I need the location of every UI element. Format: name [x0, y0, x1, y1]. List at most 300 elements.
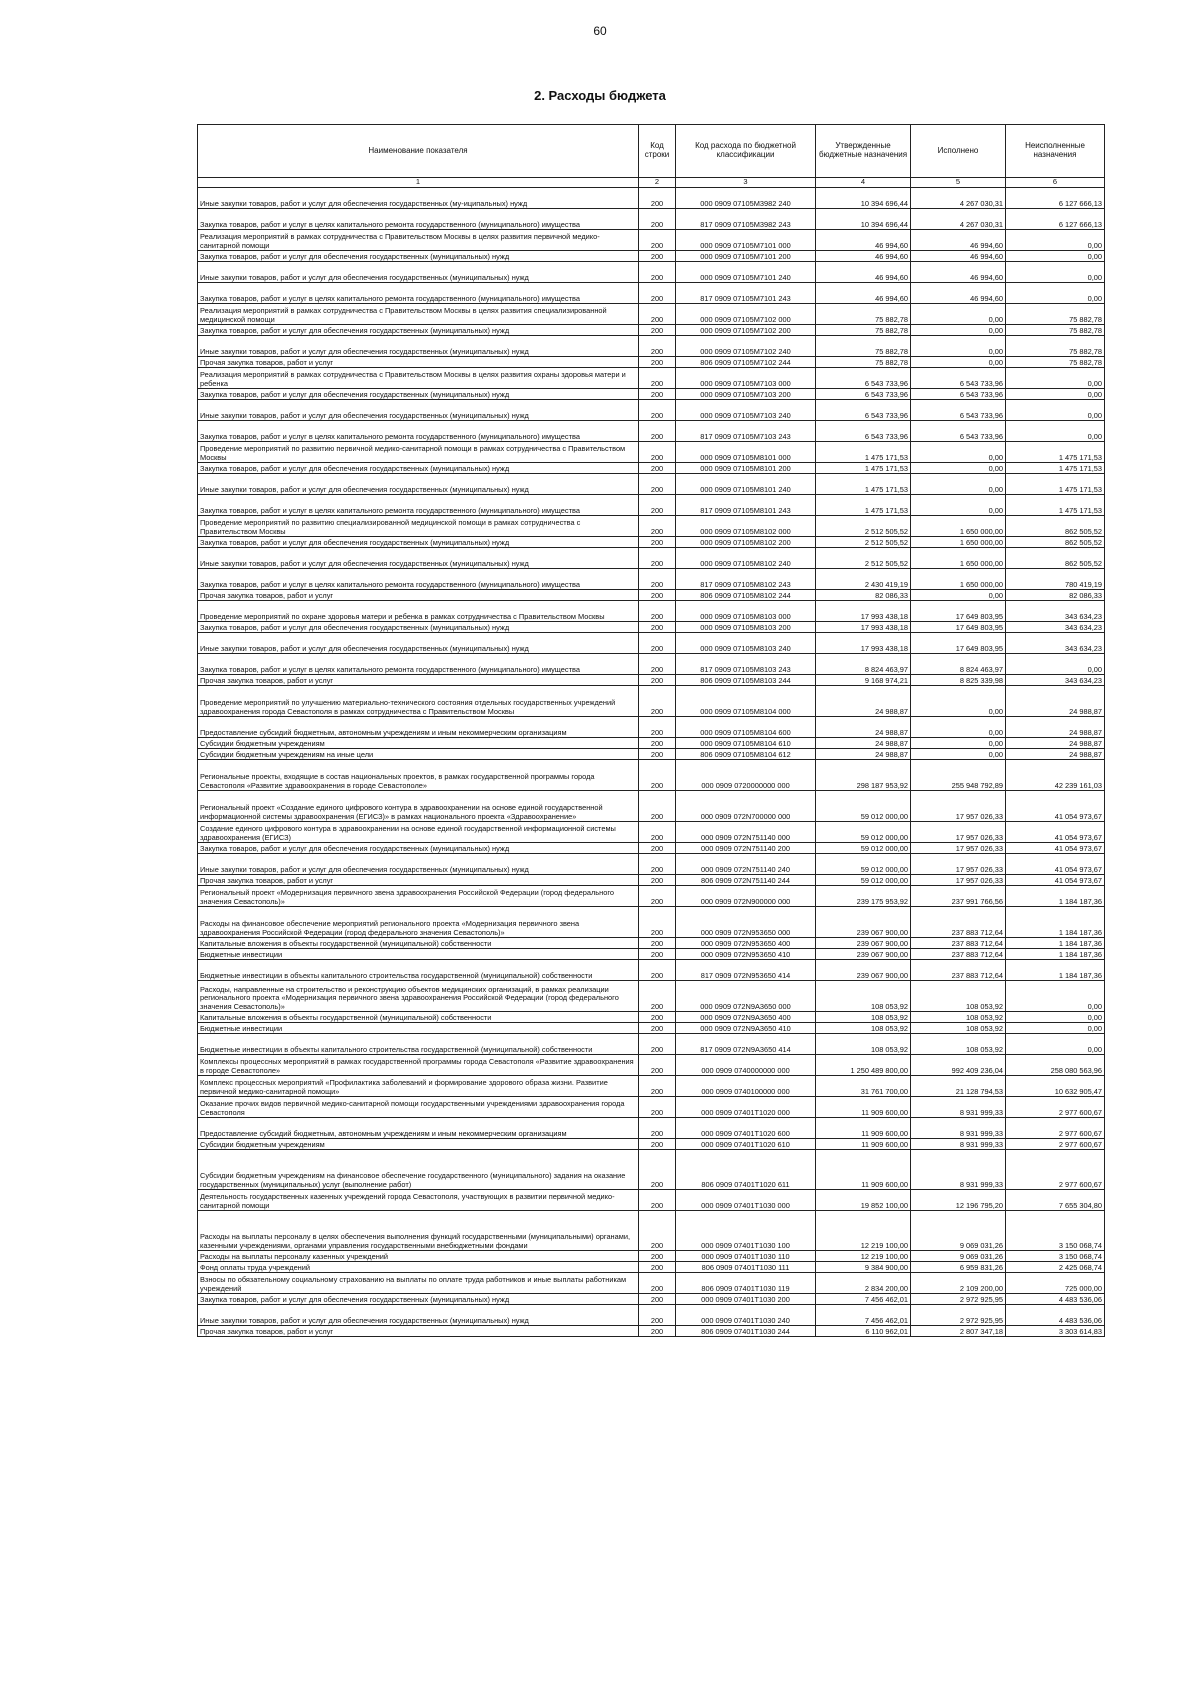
- classification-code-cell: 000 0909 072N700000 000: [676, 791, 816, 822]
- classification-code-cell: 000 0909 07105M8104 610: [676, 738, 816, 749]
- approved-amount-cell: 10 394 696,44: [816, 188, 911, 209]
- unexecuted-amount-cell: 41 054 973,67: [1006, 791, 1105, 822]
- table-row: [198, 1190, 1105, 1211]
- executed-amount-cell: 8 931 999,33: [911, 1097, 1006, 1118]
- classification-code-cell: 806 0909 07105M8103 244: [676, 675, 816, 686]
- executed-amount-cell: 0,00: [911, 336, 1006, 357]
- table-row: [198, 495, 1105, 516]
- unexecuted-amount-cell: 2 977 600,67: [1006, 1097, 1105, 1118]
- indicator-name-cell: Иные закупки товаров, работ и услуг для обеспечения государственных (муниципальных) нужд: [198, 854, 639, 875]
- classification-code-cell: 000 0909 07401T1030 000: [676, 1190, 816, 1211]
- indicator-name-cell: Взносы по обязательному социальному страхованию на выплаты по оплате труда работников и иные выплаты работникам учреждений: [198, 1273, 639, 1294]
- executed-amount-cell: 0,00: [911, 463, 1006, 474]
- line-code-cell: 200: [639, 1190, 676, 1211]
- approved-amount-cell: 239 067 900,00: [816, 949, 911, 960]
- line-code-cell: 200: [639, 1150, 676, 1190]
- classification-code-cell: 000 0909 072N953650 400: [676, 938, 816, 949]
- approved-amount-cell: 1 250 489 800,00: [816, 1055, 911, 1076]
- table-row: [198, 791, 1105, 822]
- indicator-name-cell: Бюджетные инвестиции в объекты капитального строительства государственной (муниципальной) собственности: [198, 1034, 639, 1055]
- line-code-cell: 200: [639, 251, 676, 262]
- table-row: [198, 938, 1105, 949]
- column-number: 5: [911, 178, 1006, 188]
- indicator-name-cell: Реализация мероприятий в рамках сотрудничества с Правительством Москвы в целях развития охраны здоровья матери и ребенка: [198, 368, 639, 389]
- classification-code-cell: 000 0909 07401T1030 110: [676, 1251, 816, 1262]
- line-code-cell: 200: [639, 1012, 676, 1023]
- unexecuted-amount-cell: 725 000,00: [1006, 1273, 1105, 1294]
- line-code-cell: 200: [639, 1262, 676, 1273]
- executed-amount-cell: 17 957 026,33: [911, 854, 1006, 875]
- classification-code-cell: 806 0909 07401T1030 244: [676, 1326, 816, 1337]
- document-title: 2. Расходы бюджета: [534, 88, 666, 103]
- executed-amount-cell: 6 543 733,96: [911, 421, 1006, 442]
- indicator-name-cell: Расходы на финансовое обеспечение мероприятий регионального проекта «Модернизация первичного звена здравоохранения Российской Федерации (город федерального значения Севастополь)»: [198, 907, 639, 938]
- indicator-name-cell: Проведение мероприятий по развитию первичной медико-санитарной помощи в рамках сотрудничества с Правительством Москвы: [198, 442, 639, 463]
- unexecuted-amount-cell: 862 505,52: [1006, 537, 1105, 548]
- approved-amount-cell: 2 512 505,52: [816, 548, 911, 569]
- indicator-name-cell: Предоставление субсидий бюджетным, автономным учреждениям и иным некоммерческим организациям: [198, 1118, 639, 1139]
- line-code-cell: 200: [639, 283, 676, 304]
- indicator-name-cell: Закупка товаров, работ и услуг для обеспечения государственных (муниципальных) нужд: [198, 463, 639, 474]
- classification-code-cell: 000 0909 07105M8101 000: [676, 442, 816, 463]
- indicator-name-cell: Закупка товаров, работ и услуг для обеспечения государственных (муниципальных) нужд: [198, 843, 639, 854]
- classification-code-cell: 000 0909 0740000000 000: [676, 1055, 816, 1076]
- unexecuted-amount-cell: 75 882,78: [1006, 325, 1105, 336]
- table-row: [198, 1211, 1105, 1251]
- table-body: [198, 188, 1105, 1337]
- classification-code-cell: 000 0909 07401T1030 100: [676, 1211, 816, 1251]
- page-number: 60: [593, 24, 607, 38]
- table-row: [198, 357, 1105, 368]
- header-approved-appropriations: Утвержденные бюджетные назначения: [816, 125, 911, 178]
- line-code-cell: 200: [639, 960, 676, 981]
- indicator-name-cell: Субсидии бюджетным учреждениям на иные цели: [198, 749, 639, 760]
- classification-code-cell: 817 0909 07105M8103 243: [676, 654, 816, 675]
- indicator-name-cell: Региональный проект «Создание единого цифрового контура в здравоохранении на основе единой государственной информационной системы здравоохранения (ЕГИСЗ)» в рамках национального проекта «Здравоохранение»: [198, 791, 639, 822]
- unexecuted-amount-cell: 75 882,78: [1006, 304, 1105, 325]
- table-row: [198, 1055, 1105, 1076]
- indicator-name-cell: Проведение мероприятий по развитию специализированной медицинской помощи в рамках сотрудничества с Правительством Москвы: [198, 516, 639, 537]
- unexecuted-amount-cell: 1 184 187,36: [1006, 949, 1105, 960]
- approved-amount-cell: 7 456 462,01: [816, 1305, 911, 1326]
- unexecuted-amount-cell: 24 988,87: [1006, 749, 1105, 760]
- approved-amount-cell: 75 882,78: [816, 304, 911, 325]
- line-code-cell: 200: [639, 548, 676, 569]
- approved-amount-cell: 9 384 900,00: [816, 1262, 911, 1273]
- unexecuted-amount-cell: 0,00: [1006, 230, 1105, 251]
- approved-amount-cell: 6 543 733,96: [816, 400, 911, 421]
- table-row: [198, 1034, 1105, 1055]
- executed-amount-cell: 6 543 733,96: [911, 389, 1006, 400]
- executed-amount-cell: 2 109 200,00: [911, 1273, 1006, 1294]
- classification-code-cell: 000 0909 07105M7103 240: [676, 400, 816, 421]
- line-code-cell: 200: [639, 675, 676, 686]
- unexecuted-amount-cell: 0,00: [1006, 981, 1105, 1012]
- approved-amount-cell: 46 994,60: [816, 283, 911, 304]
- executed-amount-cell: 9 069 031,26: [911, 1251, 1006, 1262]
- executed-amount-cell: 108 053,92: [911, 1034, 1006, 1055]
- indicator-name-cell: Комплексы процессных мероприятий в рамках государственной программы города Севастополя «Развитие здравоохранения в городе Севастополе»: [198, 1055, 639, 1076]
- classification-code-cell: 000 0909 07401T1020 600: [676, 1118, 816, 1139]
- column-number: 2: [639, 178, 676, 188]
- line-code-cell: 200: [639, 1076, 676, 1097]
- indicator-name-cell: Иные закупки товаров, работ и услуг для обеспечения государственных (му-иципальных) нужд: [198, 188, 639, 209]
- classification-code-cell: 000 0909 07105M7102 200: [676, 325, 816, 336]
- table-row: [198, 463, 1105, 474]
- classification-code-cell: 000 0909 072N900000 000: [676, 886, 816, 907]
- line-code-cell: 200: [639, 854, 676, 875]
- line-code-cell: 200: [639, 209, 676, 230]
- classification-code-cell: 000 0909 07105M8102 240: [676, 548, 816, 569]
- header-executed: Исполнено: [911, 125, 1006, 178]
- line-code-cell: 200: [639, 325, 676, 336]
- column-number: 4: [816, 178, 911, 188]
- approved-amount-cell: 24 988,87: [816, 749, 911, 760]
- table-row: [198, 981, 1105, 1012]
- table-row: [198, 686, 1105, 717]
- table-row: [198, 516, 1105, 537]
- approved-amount-cell: 24 988,87: [816, 686, 911, 717]
- approved-amount-cell: 239 067 900,00: [816, 938, 911, 949]
- line-code-cell: 200: [639, 516, 676, 537]
- unexecuted-amount-cell: 0,00: [1006, 251, 1105, 262]
- classification-code-cell: 000 0909 07105M8103 240: [676, 633, 816, 654]
- classification-code-cell: 000 0909 07105M8104 000: [676, 686, 816, 717]
- approved-amount-cell: 24 988,87: [816, 738, 911, 749]
- unexecuted-amount-cell: 3 150 068,74: [1006, 1211, 1105, 1251]
- executed-amount-cell: 237 883 712,64: [911, 949, 1006, 960]
- line-code-cell: 200: [639, 336, 676, 357]
- executed-amount-cell: 12 196 795,20: [911, 1190, 1006, 1211]
- table-row: [198, 537, 1105, 548]
- line-code-cell: 200: [639, 622, 676, 633]
- table-row: [198, 1023, 1105, 1034]
- classification-code-cell: 806 0909 07105M8104 612: [676, 749, 816, 760]
- approved-amount-cell: 59 012 000,00: [816, 875, 911, 886]
- line-code-cell: 200: [639, 749, 676, 760]
- line-code-cell: 200: [639, 1097, 676, 1118]
- approved-amount-cell: 7 456 462,01: [816, 1294, 911, 1305]
- executed-amount-cell: 6 543 733,96: [911, 400, 1006, 421]
- unexecuted-amount-cell: 7 655 304,80: [1006, 1190, 1105, 1211]
- classification-code-cell: 806 0909 07105M7102 244: [676, 357, 816, 368]
- indicator-name-cell: Закупка товаров, работ и услуг для обеспечения государственных (муниципальных) нужд: [198, 251, 639, 262]
- executed-amount-cell: 1 650 000,00: [911, 548, 1006, 569]
- classification-code-cell: 000 0909 072N9A3650 410: [676, 1023, 816, 1034]
- executed-amount-cell: 6 959 831,26: [911, 1262, 1006, 1273]
- line-code-cell: 200: [639, 1326, 676, 1337]
- indicator-name-cell: Закупка товаров, работ и услуг для обеспечения государственных (муниципальных) нужд: [198, 325, 639, 336]
- executed-amount-cell: 46 994,60: [911, 262, 1006, 283]
- column-number: 1: [198, 178, 639, 188]
- approved-amount-cell: 6 543 733,96: [816, 389, 911, 400]
- unexecuted-amount-cell: 0,00: [1006, 262, 1105, 283]
- classification-code-cell: 000 0909 072N953650 410: [676, 949, 816, 960]
- table-row: [198, 822, 1105, 843]
- executed-amount-cell: 992 409 236,04: [911, 1055, 1006, 1076]
- classification-code-cell: 806 0909 07401T1020 611: [676, 1150, 816, 1190]
- indicator-name-cell: Бюджетные инвестиции в объекты капитального строительства государственной (муниципальной) собственности: [198, 960, 639, 981]
- approved-amount-cell: 9 168 974,21: [816, 675, 911, 686]
- unexecuted-amount-cell: 0,00: [1006, 400, 1105, 421]
- executed-amount-cell: 46 994,60: [911, 283, 1006, 304]
- unexecuted-amount-cell: 0,00: [1006, 421, 1105, 442]
- classification-code-cell: 000 0909 072N751140 000: [676, 822, 816, 843]
- unexecuted-amount-cell: 4 483 536,06: [1006, 1305, 1105, 1326]
- table-row: [198, 886, 1105, 907]
- table-row: [198, 654, 1105, 675]
- table-row: [198, 569, 1105, 590]
- unexecuted-amount-cell: 862 505,52: [1006, 516, 1105, 537]
- executed-amount-cell: 8 824 463,97: [911, 654, 1006, 675]
- executed-amount-cell: 17 649 803,95: [911, 633, 1006, 654]
- unexecuted-amount-cell: 2 977 600,67: [1006, 1139, 1105, 1150]
- line-code-cell: 200: [639, 537, 676, 548]
- approved-amount-cell: 46 994,60: [816, 251, 911, 262]
- classification-code-cell: 000 0909 07105M7101 000: [676, 230, 816, 251]
- unexecuted-amount-cell: 343 634,23: [1006, 675, 1105, 686]
- unexecuted-amount-cell: 4 483 536,06: [1006, 1294, 1105, 1305]
- classification-code-cell: 000 0909 07105M8104 600: [676, 717, 816, 738]
- unexecuted-amount-cell: 75 882,78: [1006, 357, 1105, 368]
- approved-amount-cell: 31 761 700,00: [816, 1076, 911, 1097]
- indicator-name-cell: Капитальные вложения в объекты государственной (муниципальной) собственности: [198, 938, 639, 949]
- table-row: [198, 368, 1105, 389]
- classification-code-cell: 817 0909 07105M7103 243: [676, 421, 816, 442]
- table-row: [198, 675, 1105, 686]
- approved-amount-cell: 1 475 171,53: [816, 474, 911, 495]
- approved-amount-cell: 46 994,60: [816, 262, 911, 283]
- line-code-cell: 200: [639, 357, 676, 368]
- table-row: [198, 1262, 1105, 1273]
- classification-code-cell: 817 0909 07105M8102 243: [676, 569, 816, 590]
- approved-amount-cell: 59 012 000,00: [816, 854, 911, 875]
- classification-code-cell: 000 0909 07105M8102 000: [676, 516, 816, 537]
- indicator-name-cell: Предоставление субсидий бюджетным, автономным учреждениям и иным некоммерческим организациям: [198, 717, 639, 738]
- unexecuted-amount-cell: 0,00: [1006, 389, 1105, 400]
- indicator-name-cell: Закупка товаров, работ и услуг в целях капитального ремонта государственного (муниципального) имущества: [198, 654, 639, 675]
- approved-amount-cell: 17 993 438,18: [816, 622, 911, 633]
- table-row: [198, 251, 1105, 262]
- indicator-name-cell: Реализация мероприятий в рамках сотрудничества с Правительством Москвы в целях развития первичной медико-санитарной помощи: [198, 230, 639, 251]
- indicator-name-cell: Закупка товаров, работ и услуг в целях капитального ремонта государственного (муниципального) имущества: [198, 569, 639, 590]
- indicator-name-cell: Деятельность государственных казенных учреждений города Севастополя, участвующих в развитии первичной медико-санитарной помощи: [198, 1190, 639, 1211]
- executed-amount-cell: 2 972 925,95: [911, 1305, 1006, 1326]
- table-row: [198, 400, 1105, 421]
- header-unexecuted-appropriations: Неисполненные назначения: [1006, 125, 1105, 178]
- line-code-cell: 200: [639, 389, 676, 400]
- table-row: [198, 548, 1105, 569]
- executed-amount-cell: 237 883 712,64: [911, 960, 1006, 981]
- table-row: [198, 389, 1105, 400]
- line-code-cell: 200: [639, 569, 676, 590]
- line-code-cell: 200: [639, 1034, 676, 1055]
- table-row: [198, 854, 1105, 875]
- approved-amount-cell: 75 882,78: [816, 325, 911, 336]
- table-row: [198, 336, 1105, 357]
- indicator-name-cell: Реализация мероприятий в рамках сотрудничества с Правительством Москвы в целях развития специализированной медицинской помощи: [198, 304, 639, 325]
- executed-amount-cell: 0,00: [911, 686, 1006, 717]
- approved-amount-cell: 11 909 600,00: [816, 1118, 911, 1139]
- indicator-name-cell: Закупка товаров, работ и услуг для обеспечения государственных (муниципальных) нужд: [198, 1294, 639, 1305]
- unexecuted-amount-cell: 2 425 068,74: [1006, 1262, 1105, 1273]
- line-code-cell: 200: [639, 1294, 676, 1305]
- line-code-cell: 200: [639, 791, 676, 822]
- table-row: [198, 949, 1105, 960]
- table-row: [198, 474, 1105, 495]
- indicator-name-cell: Субсидии бюджетным учреждениям: [198, 738, 639, 749]
- classification-code-cell: 000 0909 072N953650 000: [676, 907, 816, 938]
- unexecuted-amount-cell: 6 127 666,13: [1006, 209, 1105, 230]
- table-row: [198, 1012, 1105, 1023]
- approved-amount-cell: 239 175 953,92: [816, 886, 911, 907]
- indicator-name-cell: Иные закупки товаров, работ и услуг для обеспечения государственных (муниципальных) нужд: [198, 262, 639, 283]
- classification-code-cell: 806 0909 072N751140 244: [676, 875, 816, 886]
- classification-code-cell: 000 0909 0720000000 000: [676, 760, 816, 791]
- indicator-name-cell: Закупка товаров, работ и услуг для обеспечения государственных (муниципальных) нужд: [198, 389, 639, 400]
- executed-amount-cell: 4 267 030,31: [911, 188, 1006, 209]
- approved-amount-cell: 12 219 100,00: [816, 1251, 911, 1262]
- table-row: [198, 442, 1105, 463]
- classification-code-cell: 817 0909 072N9A3650 414: [676, 1034, 816, 1055]
- classification-code-cell: 000 0909 07105M8103 000: [676, 601, 816, 622]
- table-row: [198, 304, 1105, 325]
- table-row: [198, 590, 1105, 601]
- line-code-cell: 200: [639, 938, 676, 949]
- table-row: [198, 1150, 1105, 1190]
- table-row: [198, 843, 1105, 854]
- indicator-name-cell: Региональные проекты, входящие в состав национальных проектов, в рамках государственной программы города Севастополя «Развитие здравоохранения в городе Севастополе»: [198, 760, 639, 791]
- unexecuted-amount-cell: 862 505,52: [1006, 548, 1105, 569]
- executed-amount-cell: 17 649 803,95: [911, 601, 1006, 622]
- table-header-row: [198, 125, 1105, 178]
- approved-amount-cell: 1 475 171,53: [816, 495, 911, 516]
- column-number: 3: [676, 178, 816, 188]
- unexecuted-amount-cell: 24 988,87: [1006, 686, 1105, 717]
- line-code-cell: 200: [639, 368, 676, 389]
- line-code-cell: 200: [639, 442, 676, 463]
- executed-amount-cell: 8 931 999,33: [911, 1139, 1006, 1150]
- table-row: [198, 622, 1105, 633]
- indicator-name-cell: Проведение мероприятий по улучшению материально-технического состояния отдельных государственных учреждений здравоохранения города Севастополя в рамках сотрудничества с Правительством Москвы: [198, 686, 639, 717]
- table-row: [198, 1139, 1105, 1150]
- approved-amount-cell: 239 067 900,00: [816, 907, 911, 938]
- column-number: 6: [1006, 178, 1105, 188]
- table-row: [198, 633, 1105, 654]
- classification-code-cell: 000 0909 07105M8101 240: [676, 474, 816, 495]
- approved-amount-cell: 17 993 438,18: [816, 633, 911, 654]
- classification-code-cell: 000 0909 072N9A3650 400: [676, 1012, 816, 1023]
- indicator-name-cell: Оказание прочих видов первичной медико-санитарной помощи государственными учреждениями здравоохранения города Севастополя: [198, 1097, 639, 1118]
- indicator-name-cell: Проведение мероприятий по охране здоровья матери и ребенка в рамках сотрудничества с Правительством Москвы: [198, 601, 639, 622]
- indicator-name-cell: Прочая закупка товаров, работ и услуг: [198, 590, 639, 601]
- unexecuted-amount-cell: 1 184 187,36: [1006, 907, 1105, 938]
- executed-amount-cell: 0,00: [911, 749, 1006, 760]
- unexecuted-amount-cell: 10 632 905,47: [1006, 1076, 1105, 1097]
- approved-amount-cell: 108 053,92: [816, 1012, 911, 1023]
- table-row: [198, 960, 1105, 981]
- classification-code-cell: 000 0909 07105M7103 200: [676, 389, 816, 400]
- approved-amount-cell: 1 475 171,53: [816, 463, 911, 474]
- table-row: [198, 1326, 1105, 1337]
- unexecuted-amount-cell: 343 634,23: [1006, 633, 1105, 654]
- approved-amount-cell: 19 852 100,00: [816, 1190, 911, 1211]
- approved-amount-cell: 24 988,87: [816, 717, 911, 738]
- executed-amount-cell: 17 957 026,33: [911, 791, 1006, 822]
- unexecuted-amount-cell: 3 150 068,74: [1006, 1251, 1105, 1262]
- line-code-cell: 200: [639, 1273, 676, 1294]
- executed-amount-cell: 46 994,60: [911, 230, 1006, 251]
- indicator-name-cell: Прочая закупка товаров, работ и услуг: [198, 875, 639, 886]
- approved-amount-cell: 8 824 463,97: [816, 654, 911, 675]
- line-code-cell: 200: [639, 981, 676, 1012]
- executed-amount-cell: 108 053,92: [911, 981, 1006, 1012]
- executed-amount-cell: 237 883 712,64: [911, 907, 1006, 938]
- indicator-name-cell: Субсидии бюджетным учреждениям: [198, 1139, 639, 1150]
- classification-code-cell: 000 0909 07105M8103 200: [676, 622, 816, 633]
- indicator-name-cell: Капитальные вложения в объекты государственной (муниципальной) собственности: [198, 1012, 639, 1023]
- table-row: [198, 209, 1105, 230]
- line-code-cell: 200: [639, 1139, 676, 1150]
- line-code-cell: 200: [639, 590, 676, 601]
- executed-amount-cell: 8 825 339,98: [911, 675, 1006, 686]
- table-row: [198, 749, 1105, 760]
- executed-amount-cell: 1 650 000,00: [911, 569, 1006, 590]
- unexecuted-amount-cell: 1 184 187,36: [1006, 938, 1105, 949]
- classification-code-cell: 000 0909 07105M7103 000: [676, 368, 816, 389]
- unexecuted-amount-cell: 82 086,33: [1006, 590, 1105, 601]
- classification-code-cell: 806 0909 07401T1030 119: [676, 1273, 816, 1294]
- classification-code-cell: 000 0909 07105M7102 000: [676, 304, 816, 325]
- table-row: [198, 1076, 1105, 1097]
- line-code-cell: 200: [639, 1211, 676, 1251]
- unexecuted-amount-cell: 1 475 171,53: [1006, 474, 1105, 495]
- line-code-cell: 200: [639, 686, 676, 717]
- approved-amount-cell: 2 512 505,52: [816, 537, 911, 548]
- line-code-cell: 200: [639, 822, 676, 843]
- indicator-name-cell: Закупка товаров, работ и услуг в целях капитального ремонта государственного (муниципального) имущества: [198, 495, 639, 516]
- approved-amount-cell: 2 430 419,19: [816, 569, 911, 590]
- line-code-cell: 200: [639, 1118, 676, 1139]
- unexecuted-amount-cell: 1 475 171,53: [1006, 463, 1105, 474]
- classification-code-cell: 000 0909 07105M7102 240: [676, 336, 816, 357]
- executed-amount-cell: 21 128 794,53: [911, 1076, 1006, 1097]
- line-code-cell: 200: [639, 738, 676, 749]
- approved-amount-cell: 75 882,78: [816, 357, 911, 368]
- unexecuted-amount-cell: 343 634,23: [1006, 601, 1105, 622]
- executed-amount-cell: 237 991 766,56: [911, 886, 1006, 907]
- line-code-cell: 200: [639, 633, 676, 654]
- line-code-cell: 200: [639, 907, 676, 938]
- executed-amount-cell: 17 957 026,33: [911, 875, 1006, 886]
- header-budget-classification-code: Код расхода по бюджетной классификации: [676, 125, 816, 178]
- approved-amount-cell: 108 053,92: [816, 981, 911, 1012]
- executed-amount-cell: 237 883 712,64: [911, 938, 1006, 949]
- line-code-cell: 200: [639, 421, 676, 442]
- unexecuted-amount-cell: 1 475 171,53: [1006, 442, 1105, 463]
- classification-code-cell: 000 0909 07401T1020 000: [676, 1097, 816, 1118]
- approved-amount-cell: 108 053,92: [816, 1023, 911, 1034]
- executed-amount-cell: 0,00: [911, 738, 1006, 749]
- table-row: [198, 230, 1105, 251]
- indicator-name-cell: Иные закупки товаров, работ и услуг для обеспечения государственных (муниципальных) нужд: [198, 474, 639, 495]
- unexecuted-amount-cell: 0,00: [1006, 1034, 1105, 1055]
- unexecuted-amount-cell: 780 419,19: [1006, 569, 1105, 590]
- table-row: [198, 283, 1105, 304]
- indicator-name-cell: Расходы, направленные на строительство и реконструкцию объектов медицинских организаций, в рамках реализации регионального проекта «Модернизация первичного звена здравоохранения Российской Федерации (город федерального значения Севастополь)»: [198, 981, 639, 1012]
- line-code-cell: 200: [639, 1251, 676, 1262]
- unexecuted-amount-cell: 0,00: [1006, 283, 1105, 304]
